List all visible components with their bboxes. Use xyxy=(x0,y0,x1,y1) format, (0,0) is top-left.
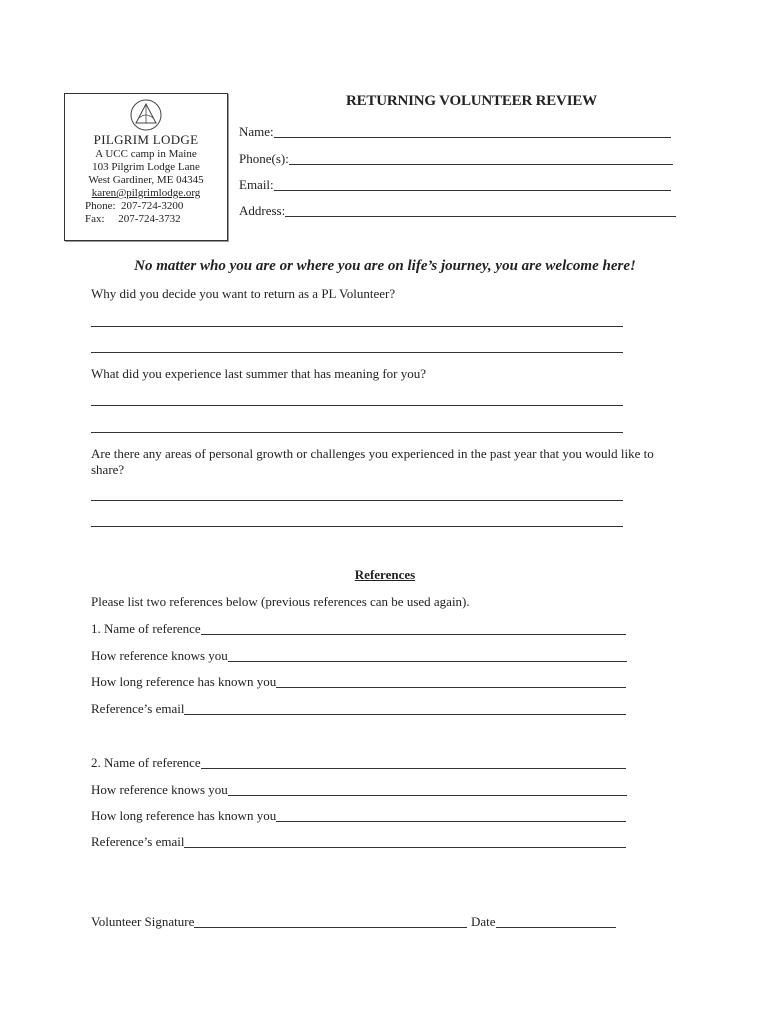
date-label: Date xyxy=(471,914,496,929)
question-2: What did you experience last summer that has meaning for you? xyxy=(91,366,427,381)
volunteer-signature-blank[interactable] xyxy=(194,916,467,928)
address-field[interactable] xyxy=(239,203,676,219)
organization-name: PILGRIM LODGE xyxy=(93,132,199,147)
pilgrim-lodge-logo-icon xyxy=(129,98,163,132)
reference-1-email-field[interactable] xyxy=(91,701,626,717)
answer-line[interactable] xyxy=(91,526,623,527)
email-blank[interactable] xyxy=(274,179,671,191)
references-instructions: Please list two references below (previous references can be used again). xyxy=(91,594,470,609)
reference-1-email-label: Reference’s email xyxy=(91,701,185,716)
address-label: Address: xyxy=(239,203,286,218)
reference-2-name-label: 2. Name of reference xyxy=(91,755,201,770)
address-line: 103 Pilgrim Lodge Lane xyxy=(92,161,200,173)
answer-line[interactable] xyxy=(91,352,623,353)
phone-number: Phone: 207-724-3200 xyxy=(85,200,184,212)
reference-2-email-label: Reference’s email xyxy=(91,834,185,849)
reference-1-relationship-field[interactable] xyxy=(91,648,627,664)
contact-email-link[interactable]: karen@pilgrimlodge.org xyxy=(91,187,201,199)
reference-1-email-blank[interactable] xyxy=(184,703,626,715)
fax-number: Fax: 207-724-3732 xyxy=(85,213,181,225)
form-title: RETURNING VOLUNTEER REVIEW xyxy=(346,93,597,109)
reference-2-duration-field[interactable] xyxy=(91,808,626,824)
welcome-tagline: No matter who you are or where you are on life’s journey, you are welcome here! xyxy=(134,258,636,274)
volunteer-signature-field[interactable] xyxy=(91,914,467,930)
date-field[interactable] xyxy=(471,914,616,930)
reference-1-relationship-blank[interactable] xyxy=(228,650,627,662)
answer-line[interactable] xyxy=(91,500,623,501)
reference-1-relationship-label: How reference knows you xyxy=(91,648,228,663)
phone-field[interactable] xyxy=(239,151,673,167)
reference-1-name-label: 1. Name of reference xyxy=(91,621,201,636)
reference-2-name-blank[interactable] xyxy=(201,757,626,769)
answer-line[interactable] xyxy=(91,432,623,433)
volunteer-signature-label: Volunteer Signature xyxy=(91,914,195,929)
reference-2-relationship-field[interactable] xyxy=(91,782,627,798)
address-line: A UCC camp in Maine xyxy=(95,148,197,160)
phone-blank[interactable] xyxy=(289,153,673,165)
references-heading: References xyxy=(354,567,416,582)
reference-1-name-blank[interactable] xyxy=(201,623,626,635)
address-blank[interactable] xyxy=(285,205,676,217)
date-blank[interactable] xyxy=(496,916,616,928)
answer-line[interactable] xyxy=(91,326,623,327)
name-blank[interactable] xyxy=(274,126,671,138)
reference-2-relationship-label: How reference knows you xyxy=(91,782,228,797)
reference-2-name-field[interactable] xyxy=(91,755,626,771)
reference-1-duration-blank[interactable] xyxy=(276,676,626,688)
email-field[interactable] xyxy=(239,177,671,193)
reference-2-email-blank[interactable] xyxy=(184,836,626,848)
name-label: Name: xyxy=(239,124,274,139)
answer-line[interactable] xyxy=(91,405,623,406)
reference-1-duration-field[interactable] xyxy=(91,674,626,690)
name-field[interactable] xyxy=(239,124,671,140)
email-label: Email: xyxy=(239,177,274,192)
question-3: Are there any areas of personal growth or challenges you experienced in the past year that you would like to share? xyxy=(91,446,654,477)
reference-1-name-field[interactable] xyxy=(91,621,626,637)
reference-2-duration-label: How long reference has known you xyxy=(91,808,277,823)
phone-label: Phone(s): xyxy=(239,151,289,166)
question-1: Why did you decide you want to return as a PL Volunteer? xyxy=(91,286,396,301)
address-line: West Gardiner, ME 04345 xyxy=(88,174,204,186)
reference-1-duration-label: How long reference has known you xyxy=(91,674,277,689)
reference-2-relationship-blank[interactable] xyxy=(228,784,627,796)
organization-info-box xyxy=(64,93,228,241)
reference-2-duration-blank[interactable] xyxy=(276,810,626,822)
reference-2-email-field[interactable] xyxy=(91,834,626,850)
